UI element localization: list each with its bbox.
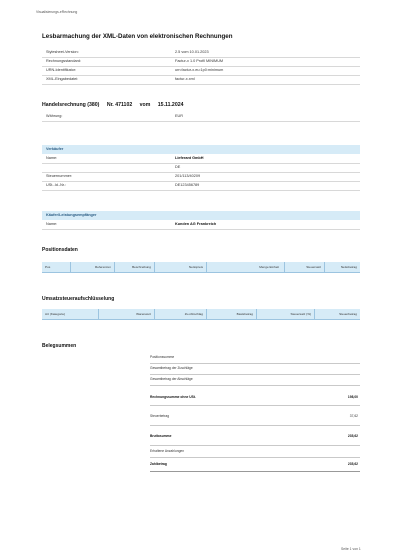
col-zu-abschlag: Zu-/Abschlag bbox=[154, 309, 207, 319]
col-steuerbetrag: Steuerbetrag bbox=[339, 312, 357, 317]
invoice-date-label: vom bbox=[139, 102, 151, 108]
vat-table-header bbox=[42, 309, 360, 320]
meta-value: 2.5 vom 10.01.2023 bbox=[175, 50, 209, 54]
vat-breakdown-title: Umsatzsteueraufschlüsselung bbox=[42, 296, 115, 302]
meta-label: Stylesheet-Version: bbox=[46, 50, 79, 54]
col-pos: Pos bbox=[42, 262, 71, 272]
totals-row-steuerbetrag: Steuerbetrag 37,62 bbox=[150, 405, 360, 426]
invoice-number: Nr. 471102 bbox=[106, 102, 133, 108]
totals-row-zuschlaege: Gesamtbetrag der Zuschläge bbox=[150, 363, 360, 375]
col-nettobetrag: Nettobetrag bbox=[340, 265, 357, 270]
buyer-name-label: Name: bbox=[46, 222, 58, 226]
col-art: Art (Kategorie) bbox=[42, 309, 99, 319]
col-warenwert: Warenwert bbox=[98, 309, 155, 319]
positions-title: Positionsdaten bbox=[42, 247, 78, 253]
totals-row-zahlbetrag: Zahlbetrag 235,62 bbox=[150, 457, 360, 472]
meta-label: URN-Identifikator: bbox=[46, 68, 77, 72]
totals-row-abschlaege: Gesamtbetrag der Abschläge bbox=[150, 374, 360, 386]
col-steuersatz-prozent: Steuersatz (%) bbox=[256, 309, 315, 319]
meta-value: urn:factur-x.eu:1p0:minimum bbox=[175, 68, 224, 72]
totals-row-brutto: Bruttosumme 235,62 bbox=[150, 425, 360, 446]
seller-vat: DE123456789 bbox=[175, 183, 200, 187]
col-basisbetrag: Basisbetrag bbox=[206, 309, 257, 319]
totals-row-netto: Rechnungssumme ohne USt. 198,00 bbox=[150, 385, 360, 406]
seller-vat-row bbox=[42, 181, 360, 191]
page-number: Seite 1 von 1 bbox=[341, 547, 361, 551]
seller-name: Lieferant GmbH bbox=[175, 156, 204, 160]
meta-value: Factur-x 1.0 Profil MINIMUM bbox=[175, 59, 224, 63]
seller-name-label: Name: bbox=[46, 156, 58, 160]
col-menge-einheit: Menge Einheit bbox=[206, 262, 285, 272]
seller-country: DE bbox=[175, 165, 181, 169]
buyer-name: Kunden AG Frankreich bbox=[175, 222, 217, 226]
meta-value: factur-x.xml bbox=[175, 77, 195, 81]
top-note: Visualisierungs-eRechnung bbox=[36, 10, 78, 14]
seller-section-bar bbox=[42, 145, 360, 154]
col-steuersatz: Steuersatz bbox=[284, 262, 325, 272]
currency-value: EUR bbox=[175, 114, 184, 118]
buyer-name-row bbox=[42, 220, 360, 230]
col-nettopreis: Nettopreis bbox=[154, 262, 207, 272]
buyer-heading: Käufer/Leistungsempfänger bbox=[46, 213, 97, 218]
invoice-type: Handelsrechnung (380) bbox=[42, 102, 100, 108]
totals-title: Belegsummen bbox=[42, 343, 77, 349]
positions-table-header bbox=[42, 262, 360, 273]
meta-row-xml-file bbox=[42, 75, 360, 85]
invoice-heading bbox=[42, 102, 189, 108]
buyer-section-bar bbox=[42, 211, 360, 220]
page-title: Lesbarmachung der XML-Daten von elektronischen Rechnungen bbox=[42, 33, 233, 40]
totals-row-anzahlungen: Erhaltene Anzahlungen bbox=[150, 445, 360, 458]
totals-row-positionssumme: Positionssumme bbox=[150, 352, 360, 364]
currency-label: Währung: bbox=[46, 114, 63, 118]
currency-row bbox=[42, 112, 360, 122]
seller-tax: 201/113/40209 bbox=[175, 174, 201, 178]
meta-label: XML-Eingabedatei: bbox=[46, 77, 79, 81]
seller-tax-label: Steuernummer: bbox=[46, 174, 73, 178]
col-beschreibung: Beschreibung bbox=[114, 262, 155, 272]
col-referenzen: Referenzen bbox=[70, 262, 115, 272]
invoice-date: 15.11.2024 bbox=[157, 102, 184, 108]
meta-label: Rechnungsstandard: bbox=[46, 59, 82, 63]
seller-heading: Verkäufer bbox=[46, 147, 64, 152]
seller-vat-label: USt.-Id.-Nr.: bbox=[46, 183, 67, 187]
